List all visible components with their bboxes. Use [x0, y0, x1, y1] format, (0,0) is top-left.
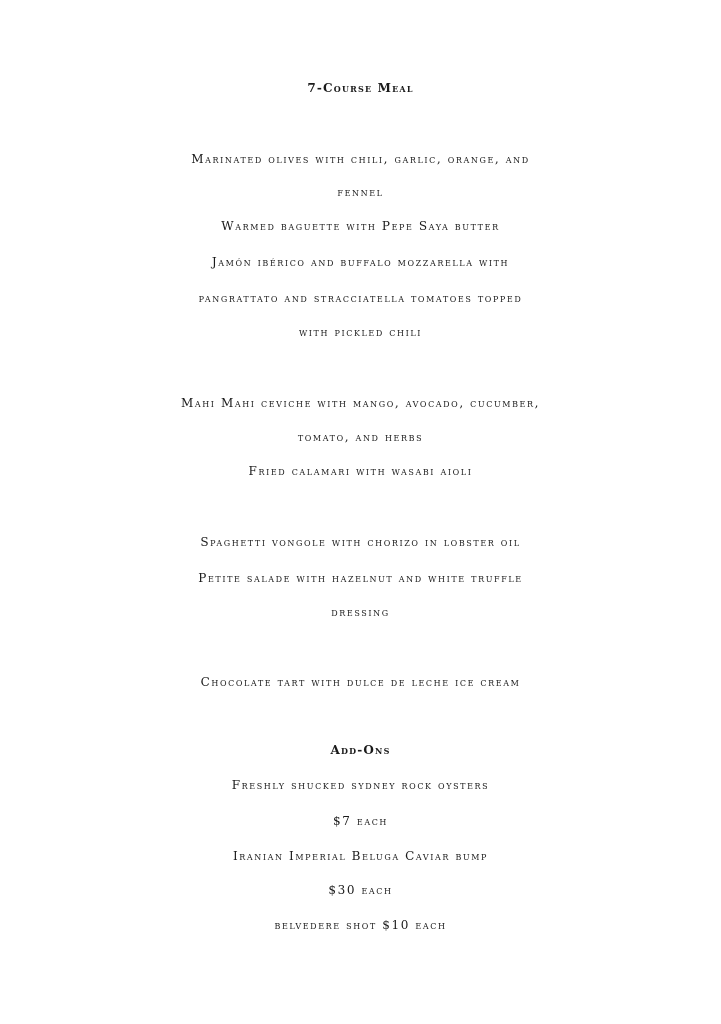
- addons-title: Add-Ons: [330, 743, 391, 757]
- menu-line: pangrattato and stracciatella tomatoes topped: [198, 291, 523, 305]
- menu-line: with pickled chili: [298, 325, 423, 339]
- menu-line: fennel: [337, 185, 384, 199]
- addon-price: $30 each: [328, 883, 393, 897]
- menu-line: Petite salade with hazelnut and white truffle: [198, 571, 523, 585]
- menu-line: tomato, and herbs: [297, 430, 424, 444]
- addon-line: Freshly shucked sydney rock oysters: [231, 778, 490, 792]
- addon-line: Iranian Imperial Beluga Caviar bump: [232, 849, 489, 863]
- menu-line: Chocolate tart with dulce de leche ice cream: [200, 675, 521, 689]
- menu-line: dressing: [331, 605, 390, 619]
- menu-line: Warmed baguette with Pepe Saya butter: [221, 219, 500, 233]
- addon-price: $7 each: [333, 814, 388, 828]
- menu-title: 7-Course Meal: [307, 81, 414, 95]
- menu-line: Marinated olives with chili, garlic, orange, and: [191, 152, 530, 166]
- addon-line: belvedere shot $10 each: [274, 918, 447, 932]
- menu-line: Mahi Mahi ceviche with mango, avocado, cucumber,: [180, 396, 541, 410]
- menu-line: Fried calamari with wasabi aioli: [248, 464, 473, 478]
- menu-line: Spaghetti vongole with chorizo in lobster oil: [200, 535, 521, 549]
- menu-line: Jamón ibérico and buffalo mozzarella with: [211, 255, 510, 269]
